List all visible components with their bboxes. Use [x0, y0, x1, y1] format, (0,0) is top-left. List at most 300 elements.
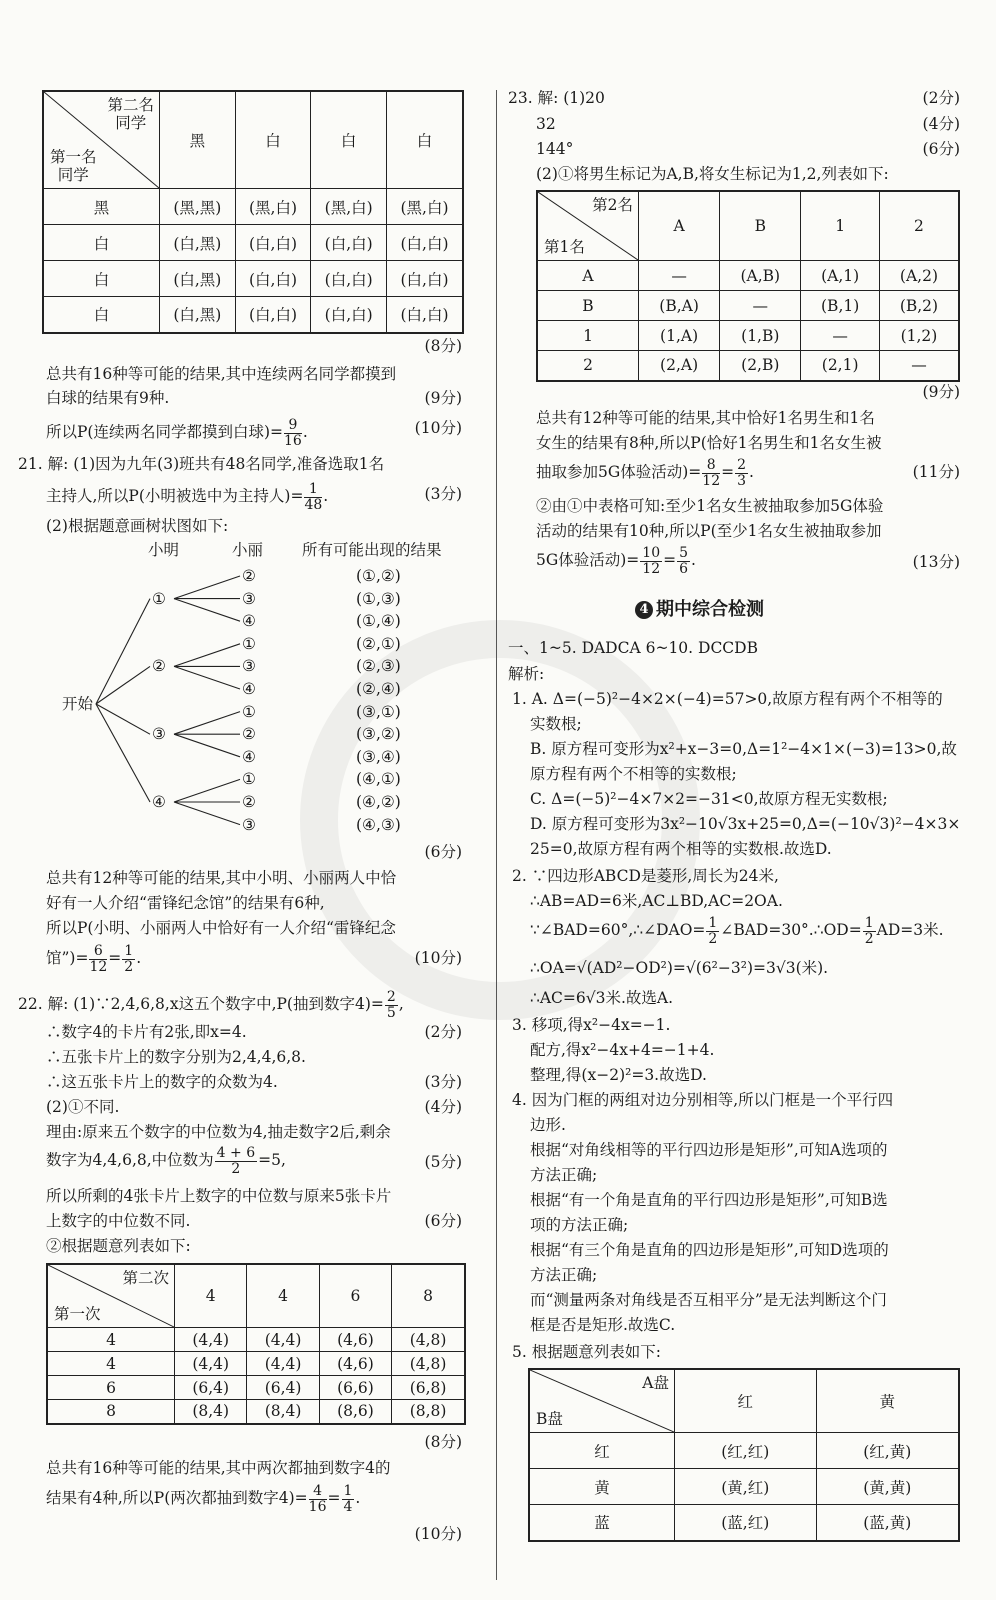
row-head: B: [537, 291, 639, 321]
text: .: [323, 487, 329, 505]
table-q23: [536, 190, 960, 382]
text: =: [327, 1489, 341, 1507]
text-line: ②由①中表格可知:至少1名女生被抽取参加5G体验: [536, 497, 884, 515]
text: 所以P(连续两名同学都摸到白球)=: [46, 423, 284, 441]
text-line: (2)根据题意画树状图如下:: [46, 517, 229, 535]
text-line: 活动的结果有10种,所以P(至少1名女生被抽取参加: [536, 522, 882, 540]
table-q20: [42, 90, 464, 334]
row-head: 2: [537, 351, 639, 381]
text-line: 框是否是矩形.故选C.: [530, 1316, 676, 1334]
tree-header-xiaoming: 小明: [148, 541, 180, 559]
fraction: [706, 916, 719, 947]
cell: (2,1): [801, 351, 880, 381]
table-row: [43, 297, 463, 333]
numerator: 1: [708, 914, 718, 931]
text-line: 一、1~5. DADCA 6~10. DCCDB: [508, 639, 758, 657]
tree-node-level2: ③: [242, 657, 256, 676]
denominator: 48: [304, 496, 323, 513]
text-line: ∴OA=√(AD²−OD²)=√(6²−3²)=3√3(米).: [530, 959, 829, 977]
tree-result: (①,④): [356, 612, 401, 631]
cell: —: [879, 351, 959, 381]
tree-branch: [174, 644, 240, 667]
tree-result: (①,③): [356, 589, 401, 608]
text-line: 解析:: [508, 665, 545, 683]
text-line: 根据“有一个角是直角的平行四边形是矩形”,可知B选: [530, 1191, 888, 1209]
cell: (6,4): [175, 1376, 247, 1400]
text: 22. 解: (1)∵2,4,6,8,x这五个数字中,P(抽到数字4)=: [18, 995, 384, 1013]
denominator: 12: [642, 560, 661, 577]
tree-node-level2: ①: [242, 770, 256, 789]
text: =5,: [258, 1151, 286, 1169]
cell: (白,白): [311, 225, 387, 261]
score: (10分): [414, 1525, 462, 1543]
tree-branch: [96, 599, 150, 704]
row-head-label: B盘: [536, 1410, 563, 1428]
section-number-badge: 4: [635, 601, 653, 619]
tree-result: (④,③): [356, 815, 401, 834]
fraction: [304, 482, 322, 513]
cell: (6,6): [319, 1376, 391, 1400]
text-line: 女生的结果有8种,所以P(恰好1名男生和1名女生被: [536, 434, 882, 452]
col-head: 黑: [160, 91, 236, 189]
tree-node-level2: ④: [242, 612, 256, 631]
numerator: 6: [89, 944, 107, 960]
text: .: [302, 423, 308, 441]
fraction: [284, 418, 302, 449]
tree-result: (④,②): [356, 793, 401, 811]
text-line: 1. A. Δ=(−5)²−4×2×(−4)=57>0,故原方程有两个不相等的: [512, 690, 943, 708]
tree-result: (②,④): [356, 680, 401, 698]
cell: (1,A): [639, 321, 720, 351]
fraction: [640, 546, 662, 577]
text-line: [18, 986, 404, 1022]
fraction: [342, 1484, 355, 1515]
text-line: 整理,得(x−2)²=3.故选D.: [530, 1066, 707, 1084]
text: ∠BAD=30°.∴OD=: [720, 921, 862, 939]
text-line: 根据“有三个角是直角的四边形是矩形”,可知D选项的: [530, 1241, 889, 1259]
tree-node-level1: ③: [152, 725, 166, 744]
text-line: 根据“对角线相等的平行四边形是矩形”,可知A选项的: [530, 1141, 888, 1159]
score: (6分): [424, 843, 462, 861]
table-q5: [528, 1368, 960, 1542]
text: 数字为4,4,6,8,中位数为: [46, 1151, 214, 1169]
text-line: 5. 根据题意列表如下:: [512, 1343, 661, 1361]
text-line: 32: [536, 115, 556, 133]
cell: (4,4): [175, 1328, 247, 1352]
cell: (蓝,黄): [816, 1505, 959, 1541]
text: .: [691, 551, 696, 569]
col-head: 红: [675, 1369, 817, 1433]
cell: (6,8): [392, 1376, 465, 1400]
text-line: [536, 542, 696, 578]
tree-branch: [174, 666, 240, 689]
tree-branch: [96, 666, 150, 704]
tree-branch: [174, 599, 240, 622]
text-line: D. 原方程可变形为3x²−10√3x+25=0,Δ=(−10√3)²−4×3×: [530, 815, 961, 833]
score: (2分): [922, 89, 960, 107]
table-q22: [46, 1263, 466, 1425]
tree-node-level2: ①: [242, 702, 256, 721]
score: (10分): [414, 949, 462, 967]
cell: —: [639, 261, 720, 291]
text: =: [108, 949, 122, 967]
table-row: [529, 1505, 959, 1541]
col-head: 黄: [816, 1369, 959, 1433]
score: (4分): [922, 115, 960, 133]
text: 馆”)=: [46, 949, 89, 967]
text-line: 配方,得x²−4x+4=−1+4.: [530, 1041, 715, 1059]
text-line: ∴数字4的卡片有2张,即x=4.: [46, 1023, 247, 1041]
row-head: 白: [43, 297, 160, 333]
score: (3分): [424, 485, 462, 503]
row-head: 8: [47, 1400, 175, 1424]
cell: (2,A): [639, 351, 720, 381]
text-line: 原方程有两个不相等的实数根;: [530, 765, 737, 783]
text-line: 总共有16种等可能的结果,其中连续两名同学都摸到: [46, 365, 397, 383]
text: =: [663, 551, 677, 569]
score: (6分): [424, 1212, 462, 1230]
cell: (白,白): [235, 261, 311, 297]
col-head: B: [720, 191, 801, 261]
score: (13分): [912, 553, 960, 571]
col-head: 8: [392, 1264, 465, 1328]
text: 结果有4种,所以P(两次都抽到数字4)=: [46, 1489, 308, 1507]
numerator: 4 + 6: [216, 1144, 256, 1161]
text-line: [536, 454, 754, 490]
text-line: 方法正确;: [530, 1266, 598, 1284]
tree-node-level1: ④: [152, 793, 166, 811]
table-row: [47, 1376, 465, 1400]
tree-node-level1: ②: [152, 657, 166, 676]
cell: (4,6): [319, 1328, 391, 1352]
col-head-label: 第二次: [122, 1269, 169, 1287]
tree-result: (③,②): [356, 725, 401, 744]
denominator: 2: [708, 930, 718, 947]
text-line: 25=0,故原方程有两个相等的实数根.故选D.: [530, 840, 832, 858]
tree-node-level2: ③: [242, 589, 256, 608]
text-line: 理由:原来五个数字的中位数为4,抽走数字2后,剩余: [46, 1123, 391, 1141]
tree-node-level1: ①: [152, 589, 166, 608]
row-head: 黄: [529, 1469, 675, 1505]
tree-node-level2: ②: [242, 567, 256, 585]
row-head-label: 第1名: [544, 238, 585, 256]
text-line: ②根据题意列表如下:: [46, 1237, 191, 1255]
tree-start: 开始: [62, 695, 94, 713]
numerator: 2: [737, 456, 747, 473]
fraction: [89, 944, 107, 975]
diag-header: [43, 91, 160, 189]
row-head: 1: [537, 321, 639, 351]
tree-branch: [174, 712, 240, 735]
col-head-label: A盘: [642, 1374, 669, 1392]
cell: (A,B): [720, 261, 801, 291]
text: .: [136, 949, 142, 967]
cell: (白,白): [387, 297, 463, 333]
score: (11分): [912, 463, 960, 481]
cell: (4,4): [247, 1352, 319, 1376]
col-head: 1: [801, 191, 880, 261]
text-line: [46, 478, 328, 514]
col-head: 4: [175, 1264, 247, 1328]
col-head: A: [639, 191, 720, 261]
row-head: 蓝: [529, 1505, 675, 1541]
text-line: 2. ∵四边形ABCD是菱形,周长为24米,: [512, 867, 779, 885]
tree-branch: [174, 576, 240, 599]
cell: (白,白): [235, 225, 311, 261]
denominator: 5: [386, 1004, 396, 1021]
table-row: [529, 1469, 959, 1505]
cell: (白,白): [311, 261, 387, 297]
numerator: 9: [284, 418, 302, 434]
row-head-label: 第一次: [54, 1305, 101, 1323]
text-line: 4. 因为门框的两组对边分别相等,所以门框是一个平行四: [512, 1091, 894, 1109]
tree-result: (②,③): [356, 657, 401, 676]
text-line: 方法正确;: [530, 1166, 598, 1184]
cell: (白,白): [387, 225, 463, 261]
tree-result: (④,①): [356, 770, 401, 789]
numerator: 2: [386, 988, 396, 1005]
cell: (B,1): [801, 291, 880, 321]
score: (9分): [922, 383, 960, 401]
denominator: 12: [702, 472, 721, 489]
fraction: [702, 458, 720, 489]
cell: —: [720, 291, 801, 321]
cell: (白,白): [387, 261, 463, 297]
table-row: [43, 261, 463, 297]
cell: (黑,白): [387, 189, 463, 225]
score: (5分): [424, 1153, 462, 1171]
denominator: 6: [679, 560, 689, 577]
text-line: 好有一人介绍“雷锋纪念馆”的结果有6种,: [46, 894, 325, 912]
section-title-text: 期中综合检测: [656, 599, 764, 620]
col-head: 白: [387, 91, 463, 189]
row-head: 白: [43, 261, 160, 297]
column-divider: [496, 90, 497, 1580]
text-line: [46, 1142, 286, 1178]
cell: (白,黑): [160, 261, 236, 297]
row-head-label: 第一名 同学: [50, 148, 97, 184]
fraction: [122, 944, 135, 975]
text-line: ∴AB=AD=6米,AC⊥BD,AC=2OA.: [530, 892, 783, 910]
score: (3分): [424, 1073, 462, 1091]
row-head: 4: [47, 1328, 175, 1352]
col-head: 6: [319, 1264, 391, 1328]
denominator: 16: [308, 1498, 327, 1515]
fraction: [677, 546, 690, 577]
row-head: 红: [529, 1433, 675, 1469]
table-row: [47, 1400, 465, 1424]
cell: (黑,白): [235, 189, 311, 225]
tree-diagram: [0, 536, 490, 836]
text-line: 所以P(小明、小丽两人中恰好有一人介绍“雷锋纪念: [46, 919, 396, 937]
tree-branch: [174, 802, 240, 825]
row-head: A: [537, 261, 639, 291]
denominator: 16: [284, 432, 302, 449]
numerator: 1: [343, 1482, 353, 1499]
text: 5G体验活动)=: [536, 551, 640, 569]
text-line: 上数字的中位数不同.: [46, 1212, 191, 1230]
tree-result: (②,①): [356, 634, 401, 653]
text: 抽取参加5G体验活动)=: [536, 463, 702, 481]
cell: (B,2): [879, 291, 959, 321]
cell: (2,B): [720, 351, 801, 381]
cell: (4,8): [392, 1328, 465, 1352]
cell: (8,8): [392, 1400, 465, 1424]
text: 主持人,所以P(小明被选中为主持人)=: [46, 487, 304, 505]
text-line: (2)①不同.: [46, 1098, 120, 1116]
numerator: 8: [702, 458, 720, 474]
cell: (A,1): [801, 261, 880, 291]
text-line: 144°: [536, 140, 574, 158]
col-head: 2: [879, 191, 959, 261]
table-row: [529, 1433, 959, 1469]
table-row: [537, 351, 959, 381]
cell: (黑,白): [311, 189, 387, 225]
cell: (蓝,红): [675, 1505, 817, 1541]
cell: —: [801, 321, 880, 351]
cell: (红,红): [675, 1433, 817, 1469]
tree-node-level2: ②: [242, 725, 256, 744]
cell: (4,4): [175, 1352, 247, 1376]
text-line: B. 原方程可变形为x²+x−3=0,Δ=1²−4×1×(−3)=13>0,故: [530, 740, 957, 758]
text-line: (2)①将男生标记为A,B,将女生标记为1,2,列表如下:: [536, 165, 889, 183]
cell: (4,4): [247, 1328, 319, 1352]
tree-node-level2: ④: [242, 680, 256, 698]
cell: (白,黑): [160, 297, 236, 333]
cell: (4,8): [392, 1352, 465, 1376]
diag-header: [529, 1369, 675, 1433]
row-head: 6: [47, 1376, 175, 1400]
score: (6分): [922, 140, 960, 158]
cell: (白,黑): [160, 225, 236, 261]
tree-result: (③,①): [356, 702, 401, 721]
score: (10分): [414, 419, 462, 437]
table-row: [537, 291, 959, 321]
text-line: 所以所剩的4张卡片上数字的中位数与原来5张卡片: [46, 1187, 392, 1205]
diag-header: [47, 1264, 175, 1328]
text: AD=3米.: [876, 921, 944, 939]
denominator: 12: [89, 958, 108, 975]
fraction: [215, 1146, 257, 1177]
fraction: [735, 458, 748, 489]
tree-branch: [174, 734, 240, 757]
text-line: 项的方法正确;: [530, 1216, 629, 1234]
numerator: 4: [309, 1484, 327, 1500]
denominator: 2: [864, 930, 874, 947]
tree-node-level2: ②: [242, 793, 256, 811]
score: (9分): [424, 389, 462, 407]
denominator: 3: [737, 472, 747, 489]
row-head: 4: [47, 1352, 175, 1376]
cell: (1,2): [879, 321, 959, 351]
table-row: [43, 189, 463, 225]
text-line: 白球的结果有9种.: [46, 389, 170, 407]
text: =: [721, 463, 735, 481]
numerator: 1: [124, 942, 134, 959]
cell: (红,黄): [816, 1433, 959, 1469]
text-line: C. Δ=(−5)²−4×7×2=−31<0,故原方程无实数根;: [530, 790, 888, 808]
text-line: [46, 1480, 360, 1516]
text-line: ∴这五张卡片上的数字的众数为4.: [46, 1073, 278, 1091]
text-line: ∴AC=6√3米.故选A.: [530, 989, 674, 1007]
cell: (黄,红): [675, 1469, 817, 1505]
col-head: 白: [311, 91, 387, 189]
diag-header: [537, 191, 639, 261]
cell: (4,6): [319, 1352, 391, 1376]
fraction: [863, 916, 876, 947]
cell: (黑,黑): [160, 189, 236, 225]
cell: (8,4): [175, 1400, 247, 1424]
tree-result: (③,④): [356, 747, 401, 766]
tree-header-xiaoli: 小丽: [232, 541, 264, 559]
table-row: [47, 1352, 465, 1376]
score: (8分): [424, 1433, 462, 1451]
tree-node-level2: ①: [242, 634, 256, 653]
col-head-label: 第2名: [592, 196, 633, 214]
row-head: 黑: [43, 189, 160, 225]
text-line: 总共有12种等可能的结果,其中恰好1名男生和1名: [536, 409, 875, 427]
tree-header-results: 所有可能出现的结果: [302, 541, 442, 559]
score: (2分): [424, 1023, 462, 1041]
numerator: 10: [642, 544, 661, 561]
cell: (白,白): [235, 297, 311, 333]
cell: (6,4): [247, 1376, 319, 1400]
cell: (白,白): [311, 297, 387, 333]
tree-result: (①,②): [356, 567, 401, 585]
denominator: 4: [343, 1498, 353, 1515]
fraction: [385, 990, 398, 1021]
text: .: [749, 463, 754, 481]
table-row: [537, 261, 959, 291]
section-title: [635, 598, 764, 622]
score: (4分): [424, 1098, 462, 1116]
col-head-label: 第二名 同学: [107, 96, 154, 132]
text-line: 边形.: [530, 1116, 566, 1134]
text-line: [46, 940, 141, 976]
score: (8分): [424, 337, 462, 355]
text-line: 实数根;: [530, 715, 582, 733]
cell: (1,B): [720, 321, 801, 351]
numerator: 1: [864, 914, 874, 931]
text-line: [46, 414, 308, 450]
text-line: [530, 912, 944, 948]
row-head: 白: [43, 225, 160, 261]
text-line: 总共有16种等可能的结果,其中两次都抽到数字4的: [46, 1459, 391, 1477]
text: ,: [398, 995, 404, 1013]
text-line: 21. 解: (1)因为九年(3)班共有48名同学,准备选取1名: [18, 455, 385, 473]
table-row: [47, 1328, 465, 1352]
col-head: 4: [247, 1264, 319, 1328]
cell: (8,6): [319, 1400, 391, 1424]
text-line: 而“测量两条对角线是否互相平分”是无法判断这个门: [530, 1291, 887, 1309]
cell: (黄,黄): [816, 1469, 959, 1505]
col-head: 白: [235, 91, 311, 189]
table-row: [537, 321, 959, 351]
text: .: [355, 1489, 361, 1507]
fraction: [309, 1484, 327, 1515]
text: ∵∠BAD=60°,∴∠DAO=: [530, 921, 706, 939]
cell: (8,4): [247, 1400, 319, 1424]
tree-node-level2: ③: [242, 815, 256, 834]
denominator: 2: [124, 958, 134, 975]
cell: (A,2): [879, 261, 959, 291]
table-row: [43, 225, 463, 261]
text-line: 3. 移项,得x²−4x=−1.: [512, 1016, 671, 1034]
cell: (B,A): [639, 291, 720, 321]
text-line: 总共有12种等可能的结果,其中小明、小丽两人中恰: [46, 869, 397, 887]
denominator: 2: [231, 1160, 241, 1177]
text-line: ∴五张卡片上的数字分别为2,4,4,6,8.: [46, 1048, 306, 1066]
